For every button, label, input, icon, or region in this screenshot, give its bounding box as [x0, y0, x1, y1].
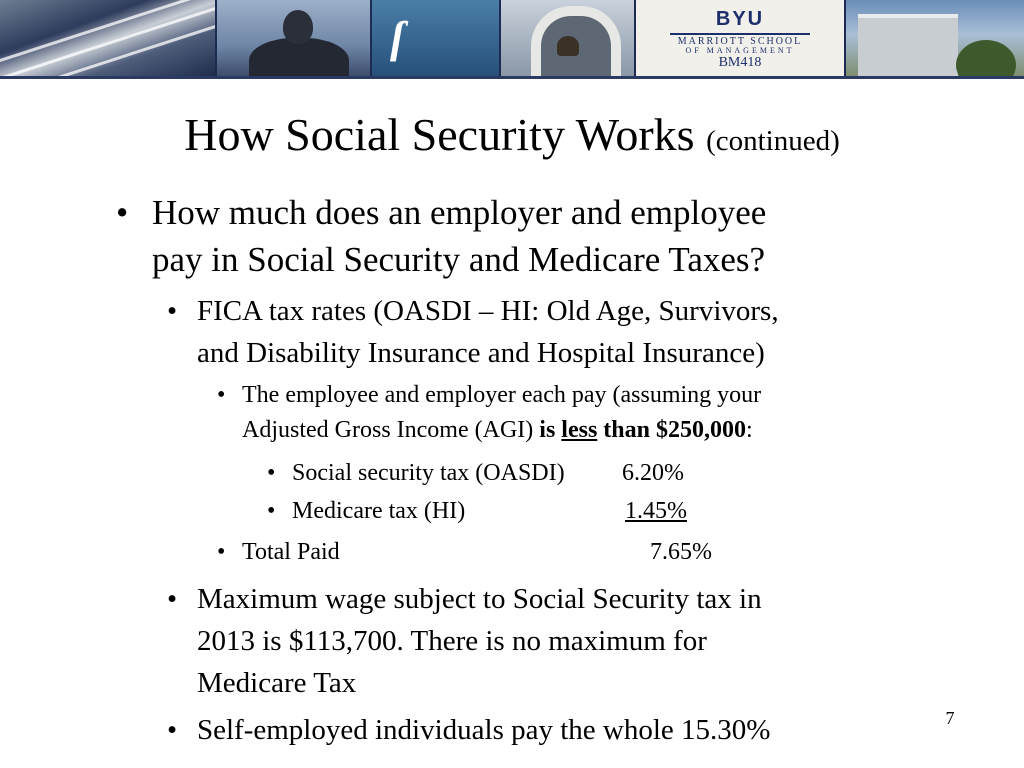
bullet-self-employed: [167, 709, 771, 751]
banner-photo-campus: [846, 0, 1024, 76]
bullet-marker: •: [267, 498, 276, 524]
max-wage-line3: Medicare Tax: [197, 667, 357, 699]
bullet-marker: •: [217, 539, 226, 565]
byu-marriott-logo: [636, 0, 844, 76]
fica-line1: FICA tax rates (OASDI – HI: Old Age, Survivors,: [197, 295, 779, 327]
bullet-question-line1: How much does an employer and employee: [152, 193, 767, 232]
max-wage-line1: Maximum wage subject to Social Security tax in: [197, 583, 762, 615]
bullet-question: [116, 189, 767, 283]
bullet-marker: •: [267, 460, 276, 486]
rate-row-oasdi: [267, 456, 732, 491]
bullet-marker: •: [167, 295, 178, 327]
self-employed-text: Self-employed individuals pay the whole 15.30%: [197, 714, 771, 746]
course-code: BM418: [718, 55, 762, 70]
rate-label-hi: Medicare tax (HI): [292, 498, 466, 524]
bullet-marker: •: [167, 583, 178, 615]
bullet-marker: •: [116, 193, 129, 232]
each-pay-line2: [242, 413, 761, 448]
max-wage-line2: 2013 is $113,700. There is no maximum for: [197, 625, 707, 657]
bullet-marker: •: [167, 714, 178, 746]
banner-divider: [0, 76, 1024, 79]
logo-school-line1: MARRIOTT SCHOOL: [677, 36, 803, 47]
rate-value-hi: 1.45%: [625, 498, 687, 524]
bullet-max-wage: [167, 578, 762, 704]
bullet-each-pay: [217, 378, 762, 448]
total-paid-label: Total Paid: [242, 539, 340, 565]
rate-value-oasdi: 6.20%: [622, 460, 684, 486]
slide-title-sub: (continued): [706, 125, 840, 157]
banner-photo-statue: [217, 0, 370, 76]
total-paid-value: 7.65%: [650, 539, 712, 565]
logo-byu-text: BYU: [715, 8, 765, 30]
banner-photo-sign: ſ: [372, 0, 499, 76]
banner-photo-bell-tower: [501, 0, 634, 76]
page-number: 7: [945, 708, 955, 728]
each-pay-line2-prefix: Adjusted Gross Income (AGI): [242, 417, 540, 443]
each-pay-emphasis-than: than $250,000: [603, 417, 746, 443]
banner-photo-building: [0, 0, 215, 76]
rate-label-oasdi: Social security tax (OASDI): [292, 460, 565, 486]
each-pay-emphasis-less: less: [561, 417, 598, 443]
rate-row-hi: [267, 494, 732, 529]
each-pay-emphasis-is: is: [539, 417, 556, 443]
bullet-question-line2: pay in Social Security and Medicare Taxes?: [152, 240, 766, 279]
slide-title-main: How Social Security Works: [184, 109, 695, 160]
slide-title: [0, 108, 1024, 168]
each-pay-line2-suffix: :: [745, 417, 753, 443]
fica-line2: and Disability Insurance and Hospital Insurance): [197, 337, 765, 369]
total-paid-row: [217, 535, 732, 570]
logo-school-line2: OF MANAGEMENT: [685, 46, 795, 55]
header-banner: [0, 0, 1024, 76]
each-pay-line1: The employee and employer each pay (assuming your: [242, 382, 762, 408]
bullet-fica-rates: [167, 290, 779, 374]
bullet-marker: •: [217, 382, 226, 408]
